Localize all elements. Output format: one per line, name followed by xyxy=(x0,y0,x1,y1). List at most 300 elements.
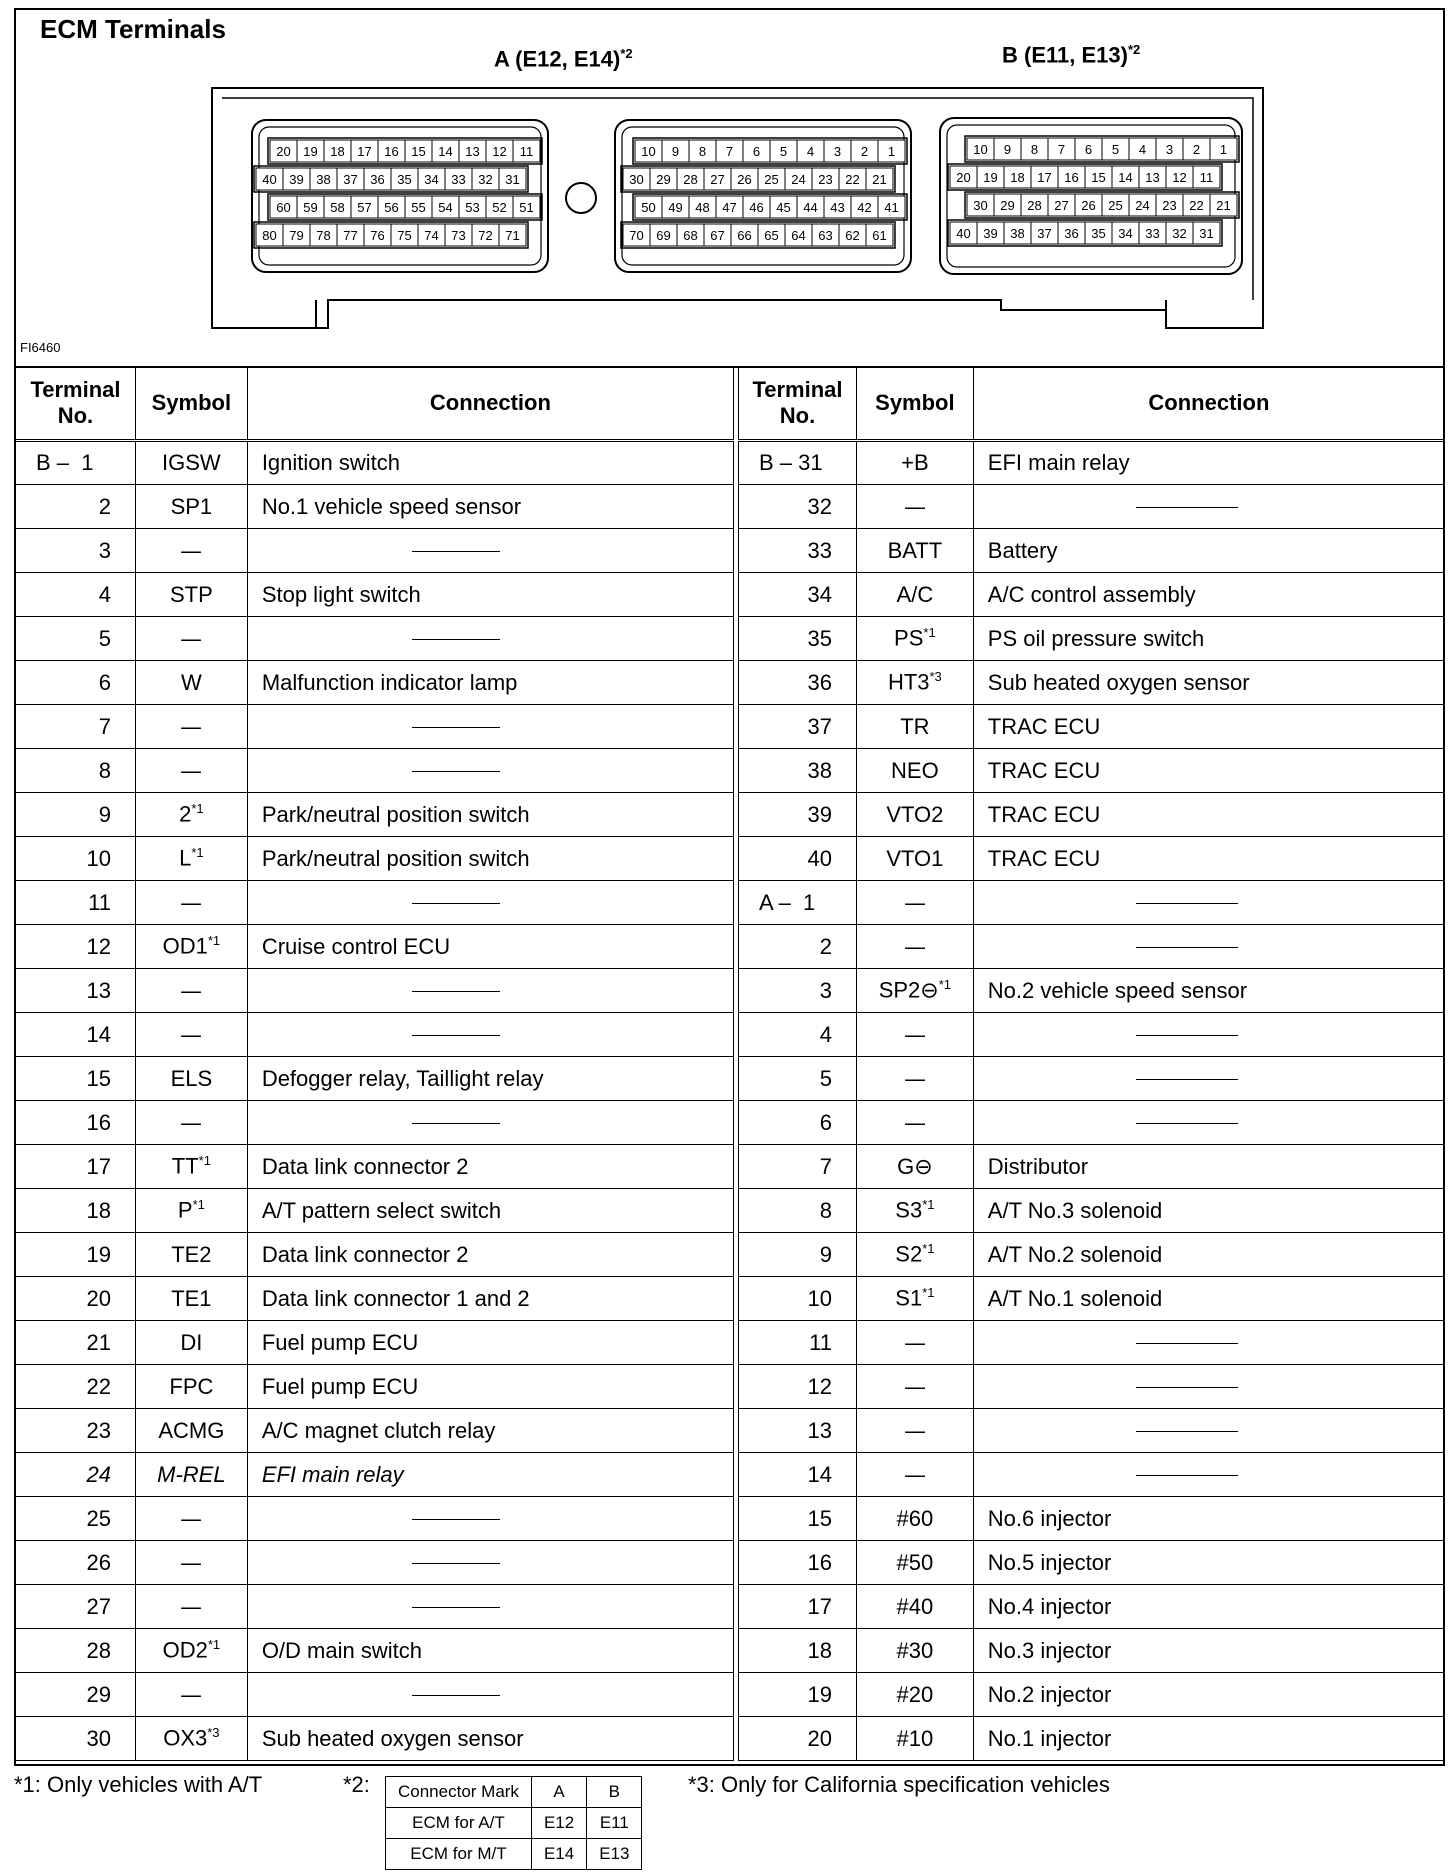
terminal-pin-number: 39 xyxy=(289,172,304,187)
terminal-pin-number: 49 xyxy=(668,200,683,215)
terminal-pin-number: 12 xyxy=(492,144,507,159)
terminal-pin-number: 33 xyxy=(451,172,466,187)
terminal-pin-number: 29 xyxy=(1000,198,1015,213)
terminal-connection: Park/neutral position switch xyxy=(247,837,733,881)
header-symbol: Symbol xyxy=(135,367,247,441)
terminal-symbol: — xyxy=(856,1101,973,1145)
terminal-connection: No.6 injector xyxy=(973,1497,1444,1541)
terminal-number: 11 xyxy=(16,881,136,925)
terminal-connection xyxy=(973,1057,1444,1101)
terminal-pin-number: 76 xyxy=(370,228,385,243)
blank-line xyxy=(412,1563,500,1564)
terminal-pin-number: 37 xyxy=(1037,226,1052,241)
terminal-connection xyxy=(247,1013,733,1057)
terminal-number: 26 xyxy=(16,1541,136,1585)
terminal-pin-number: 58 xyxy=(330,200,345,215)
blank-line xyxy=(412,903,500,904)
terminal-number: 9 xyxy=(739,1233,857,1277)
blank-line xyxy=(1136,1387,1238,1388)
terminal-symbol: NEO xyxy=(856,749,973,793)
terminal-connection xyxy=(247,1541,733,1585)
terminal-symbol: HT3$^{*3}$ xyxy=(856,661,973,705)
terminal-symbol: DI xyxy=(135,1321,247,1365)
terminal-pin-number: 34 xyxy=(1118,226,1133,241)
table-row xyxy=(16,661,734,705)
blank-line xyxy=(412,1607,500,1608)
terminal-symbol: — xyxy=(856,1321,973,1365)
terminal-connection: Data link connector 2 xyxy=(247,1145,733,1189)
terminal-connection: TRAC ECU xyxy=(973,705,1444,749)
blank-line xyxy=(412,1695,500,1696)
terminal-pin-number: 19 xyxy=(303,144,318,159)
terminal-symbol: FPC xyxy=(135,1365,247,1409)
terminal-number: 30 xyxy=(16,1717,136,1761)
terminal-number: 10 xyxy=(739,1277,857,1321)
terminal-connection: Distributor xyxy=(973,1145,1444,1189)
table-row xyxy=(16,1145,734,1189)
table-row xyxy=(16,1717,734,1761)
terminal-connection xyxy=(247,1497,733,1541)
terminal-connection xyxy=(973,1453,1444,1497)
terminal-pin-number: 9 xyxy=(671,144,680,159)
terminal-connection xyxy=(973,485,1444,529)
terminal-connection: A/T No.2 solenoid xyxy=(973,1233,1444,1277)
terminal-symbol: VTO1 xyxy=(856,837,973,881)
terminal-pin-number: 26 xyxy=(1081,198,1096,213)
terminal-number: 19 xyxy=(16,1233,136,1277)
terminal-number: 9 xyxy=(16,793,136,837)
table-row xyxy=(16,1057,734,1101)
terminal-symbol: — xyxy=(856,485,973,529)
terminal-pin-number: 37 xyxy=(343,172,358,187)
terminal-symbol: — xyxy=(856,1057,973,1101)
table-row xyxy=(739,441,1445,485)
terminal-pin-number: 4 xyxy=(806,144,815,159)
table-cell: E13 xyxy=(587,1839,642,1870)
terminal-connection: Battery xyxy=(973,529,1444,573)
terminal-number: 7 xyxy=(739,1145,857,1189)
terminal-pin-number: 27 xyxy=(1054,198,1069,213)
terminal-connection xyxy=(247,1101,733,1145)
terminal-pin-number: 35 xyxy=(397,172,412,187)
terminal-pin-number: 3 xyxy=(1165,142,1174,157)
terminal-pin-number: 26 xyxy=(737,172,752,187)
terminal-pin-number: 64 xyxy=(791,228,806,243)
terminal-connection: Park/neutral position switch xyxy=(247,793,733,837)
table-row xyxy=(739,573,1445,617)
terminal-connection: Sub heated oxygen sensor xyxy=(247,1717,733,1761)
terminal-pin-number: 68 xyxy=(683,228,698,243)
blank-line xyxy=(1136,1035,1238,1036)
table-row xyxy=(16,485,734,529)
terminal-connection: Cruise control ECU xyxy=(247,925,733,969)
terminal-symbol: W xyxy=(135,661,247,705)
terminal-connection: EFI main relay xyxy=(247,1453,733,1497)
terminal-pin-number: 10 xyxy=(973,142,988,157)
terminal-number: 5 xyxy=(16,617,136,661)
terminal-symbol: #40 xyxy=(856,1585,973,1629)
terminal-number: 10 xyxy=(16,837,136,881)
terminal-number: 20 xyxy=(16,1277,136,1321)
terminal-pin-number: 62 xyxy=(845,228,860,243)
table-row xyxy=(16,1541,734,1585)
terminal-pin-number: 30 xyxy=(973,198,988,213)
terminal-table-left xyxy=(15,366,734,1761)
terminal-connection xyxy=(247,969,733,1013)
terminal-connection: O/D main switch xyxy=(247,1629,733,1673)
terminal-symbol: — xyxy=(135,1013,247,1057)
terminal-number: 4 xyxy=(739,1013,857,1057)
terminal-number: 15 xyxy=(16,1057,136,1101)
terminal-pin-number: 61 xyxy=(872,228,887,243)
table-row xyxy=(739,1277,1445,1321)
terminal-pin-number: 32 xyxy=(478,172,493,187)
terminal-pin-number: 74 xyxy=(424,228,439,243)
terminal-symbol: STP xyxy=(135,573,247,617)
table-row xyxy=(16,1497,734,1541)
terminal-pin-number: 47 xyxy=(722,200,737,215)
terminal-connection: A/T No.3 solenoid xyxy=(973,1189,1444,1233)
terminal-symbol: M-REL xyxy=(135,1453,247,1497)
blank-line xyxy=(412,1035,500,1036)
terminal-number: 23 xyxy=(16,1409,136,1453)
terminal-number: 7 xyxy=(16,705,136,749)
terminal-connection xyxy=(973,1101,1444,1145)
table-row xyxy=(739,1013,1445,1057)
blank-line xyxy=(1136,1343,1238,1344)
terminal-number: 17 xyxy=(739,1585,857,1629)
terminal-pin-number: 23 xyxy=(818,172,833,187)
terminal-pin-number: 34 xyxy=(424,172,439,187)
terminal-connection: A/C magnet clutch relay xyxy=(247,1409,733,1453)
connector-diagram-area xyxy=(16,10,1443,368)
terminal-pin-number: 41 xyxy=(884,200,899,215)
terminal-symbol: — xyxy=(856,1453,973,1497)
terminal-connection: Data link connector 1 and 2 xyxy=(247,1277,733,1321)
table-row xyxy=(16,925,734,969)
blank-line xyxy=(1136,947,1238,948)
terminal-connection: Malfunction indicator lamp xyxy=(247,661,733,705)
table-row xyxy=(16,793,734,837)
terminal-pin-number: 71 xyxy=(505,228,520,243)
terminal-connection: A/T pattern select switch xyxy=(247,1189,733,1233)
terminal-pin-number: 11 xyxy=(519,144,534,159)
table-row xyxy=(16,1233,734,1277)
terminal-symbol: SP2⊖$^{*1}$ xyxy=(856,969,973,1013)
terminal-number: 8 xyxy=(739,1189,857,1233)
terminal-number: 13 xyxy=(16,969,136,1013)
table-cell: ECM for M/T xyxy=(386,1839,532,1870)
connector-drawing xyxy=(16,10,1443,366)
terminal-number: 29 xyxy=(16,1673,136,1717)
terminal-connection: A/C control assembly xyxy=(973,573,1444,617)
header-terminal: Terminal No. xyxy=(16,367,136,441)
terminal-symbol: — xyxy=(135,1541,247,1585)
terminal-pin-number: 8 xyxy=(698,144,707,159)
terminal-connection xyxy=(247,1585,733,1629)
terminal-pin-number: 50 xyxy=(641,200,656,215)
terminal-number: 6 xyxy=(739,1101,857,1145)
terminal-pin-number: 13 xyxy=(1145,170,1160,185)
terminal-pin-number: 65 xyxy=(764,228,779,243)
terminal-symbol: #20 xyxy=(856,1673,973,1717)
table-row xyxy=(739,529,1445,573)
terminal-symbol: IGSW xyxy=(135,441,247,485)
footnote-1: *1: Only vehicles with A/T xyxy=(14,1772,263,1797)
terminal-pin-number: 52 xyxy=(492,200,507,215)
terminal-number: 14 xyxy=(739,1453,857,1497)
terminal-pin-number: 3 xyxy=(833,144,842,159)
table-row xyxy=(739,1409,1445,1453)
terminal-number: 34 xyxy=(739,573,857,617)
table-cell: B xyxy=(587,1777,642,1808)
terminal-symbol: — xyxy=(135,969,247,1013)
terminal-number: A – 1 xyxy=(739,881,857,925)
terminal-pin-number: 66 xyxy=(737,228,752,243)
table-row xyxy=(739,1101,1445,1145)
terminal-connection xyxy=(247,529,733,573)
table-row xyxy=(16,1585,734,1629)
terminal-symbol: OD2$^{*1}$ xyxy=(135,1629,247,1673)
terminal-pin-number: 5 xyxy=(1111,142,1120,157)
terminal-pin-number: 25 xyxy=(764,172,779,187)
terminal-connection: Stop light switch xyxy=(247,573,733,617)
terminal-pin-number: 75 xyxy=(397,228,412,243)
blank-line xyxy=(412,639,500,640)
terminal-number: 6 xyxy=(16,661,136,705)
terminal-pin-number: 17 xyxy=(357,144,372,159)
terminal-connection xyxy=(973,881,1444,925)
terminal-connection: No.5 injector xyxy=(973,1541,1444,1585)
table-row xyxy=(739,1453,1445,1497)
terminal-number: 18 xyxy=(739,1629,857,1673)
terminal-connection xyxy=(247,1673,733,1717)
terminal-number: 39 xyxy=(739,793,857,837)
terminal-pin-number: 56 xyxy=(384,200,399,215)
table-row xyxy=(739,617,1445,661)
terminal-symbol: — xyxy=(856,1409,973,1453)
terminal-connection: TRAC ECU xyxy=(973,793,1444,837)
terminal-number: 19 xyxy=(739,1673,857,1717)
terminal-symbol: TE2 xyxy=(135,1233,247,1277)
terminal-pin-number: 35 xyxy=(1091,226,1106,241)
terminal-pin-number: 8 xyxy=(1030,142,1039,157)
blank-line xyxy=(1136,1475,1238,1476)
terminal-number: 35 xyxy=(739,617,857,661)
terminal-connection: A/T No.1 solenoid xyxy=(973,1277,1444,1321)
terminal-symbol: — xyxy=(135,1101,247,1145)
table-cell: ECM for A/T xyxy=(386,1808,532,1839)
blank-line xyxy=(412,1519,500,1520)
table-row xyxy=(739,1717,1445,1761)
table-row xyxy=(739,1585,1445,1629)
terminal-pin-number: 45 xyxy=(776,200,791,215)
terminal-connection: No.2 injector xyxy=(973,1673,1444,1717)
footnote-2: *2: xyxy=(343,1772,370,1797)
terminal-connection xyxy=(247,705,733,749)
terminal-pin-number: 14 xyxy=(438,144,453,159)
terminal-connection xyxy=(973,925,1444,969)
table-row xyxy=(739,661,1445,705)
terminal-number: 12 xyxy=(739,1365,857,1409)
terminal-symbol: — xyxy=(856,925,973,969)
terminal-symbol: TE1 xyxy=(135,1277,247,1321)
terminal-number: 4 xyxy=(16,573,136,617)
terminal-symbol: +B xyxy=(856,441,973,485)
terminal-pin-number: 72 xyxy=(478,228,493,243)
terminal-pin-number: 67 xyxy=(710,228,725,243)
terminal-symbol: S3$^{*1}$ xyxy=(856,1189,973,1233)
blank-line xyxy=(412,991,500,992)
terminal-connection xyxy=(973,1321,1444,1365)
table-cell: Connector Mark xyxy=(386,1777,532,1808)
connector-mark-table xyxy=(385,1776,642,1870)
terminal-number: 3 xyxy=(16,529,136,573)
table-row xyxy=(739,1629,1445,1673)
footnotes xyxy=(0,1770,1456,1874)
terminal-symbol: — xyxy=(135,881,247,925)
terminal-number: 11 xyxy=(739,1321,857,1365)
terminal-pin-number: 36 xyxy=(1064,226,1079,241)
blank-line xyxy=(412,771,500,772)
terminal-pin-number: 23 xyxy=(1162,198,1177,213)
terminal-pin-number: 1 xyxy=(1219,142,1228,157)
terminal-pin-number: 12 xyxy=(1172,170,1187,185)
table-row xyxy=(739,1365,1445,1409)
table-row xyxy=(739,969,1445,1013)
table-row xyxy=(739,1541,1445,1585)
terminal-pin-number: 55 xyxy=(411,200,426,215)
table-row xyxy=(739,925,1445,969)
terminal-symbol: #50 xyxy=(856,1541,973,1585)
terminal-connection xyxy=(247,881,733,925)
terminal-number: 38 xyxy=(739,749,857,793)
terminal-pin-number: 5 xyxy=(779,144,788,159)
terminal-number: 24 xyxy=(16,1453,136,1497)
terminal-pin-number: 80 xyxy=(262,228,277,243)
table-cell: A xyxy=(531,1777,586,1808)
terminal-number: B – 31 xyxy=(739,441,857,485)
terminal-pin-number: 46 xyxy=(749,200,764,215)
terminal-pin-number: 40 xyxy=(956,226,971,241)
terminal-symbol: #30 xyxy=(856,1629,973,1673)
terminal-number: 15 xyxy=(739,1497,857,1541)
terminal-connection: Sub heated oxygen sensor xyxy=(973,661,1444,705)
terminal-pin-number: 15 xyxy=(1091,170,1106,185)
terminal-pin-number: 6 xyxy=(752,144,761,159)
terminal-number: 17 xyxy=(16,1145,136,1189)
terminal-symbol: G⊖ xyxy=(856,1145,973,1189)
terminal-symbol: — xyxy=(856,1365,973,1409)
table-cell: E11 xyxy=(587,1808,642,1839)
terminal-symbol: PS$^{*1}$ xyxy=(856,617,973,661)
header-symbol: Symbol xyxy=(856,367,973,441)
blank-line xyxy=(1136,1123,1238,1124)
terminal-connection: No.1 vehicle speed sensor xyxy=(247,485,733,529)
terminal-number: 2 xyxy=(16,485,136,529)
table-row xyxy=(16,1013,734,1057)
table-row xyxy=(739,881,1445,925)
terminal-symbol: — xyxy=(856,881,973,925)
terminal-pin-number: 14 xyxy=(1118,170,1133,185)
terminal-connection: Ignition switch xyxy=(247,441,733,485)
footnote-3: *3: Only for California specification vehicles xyxy=(688,1772,1110,1797)
terminal-pin-number: 18 xyxy=(1010,170,1025,185)
terminal-pin-number: 21 xyxy=(872,172,887,187)
ecm-terminal-sheet xyxy=(14,8,1445,1766)
terminal-connection: No.1 injector xyxy=(973,1717,1444,1761)
terminal-pin-number: 6 xyxy=(1084,142,1093,157)
terminal-number: 36 xyxy=(739,661,857,705)
terminal-connection: TRAC ECU xyxy=(973,749,1444,793)
terminal-number: 5 xyxy=(739,1057,857,1101)
terminal-number: 21 xyxy=(16,1321,136,1365)
table-row xyxy=(16,969,734,1013)
terminal-pin-number: 31 xyxy=(1199,226,1214,241)
table-row xyxy=(16,1277,734,1321)
blank-line xyxy=(412,727,500,728)
terminal-pin-number: 13 xyxy=(465,144,480,159)
terminal-symbol: — xyxy=(135,1673,247,1717)
terminal-pin-number: 22 xyxy=(1189,198,1204,213)
table-row xyxy=(739,1189,1445,1233)
terminal-symbol: ELS xyxy=(135,1057,247,1101)
table-row xyxy=(739,749,1445,793)
terminal-pin-number: 11 xyxy=(1199,170,1214,185)
terminal-number: 32 xyxy=(739,485,857,529)
terminal-symbol: S2$^{*1}$ xyxy=(856,1233,973,1277)
terminal-connection xyxy=(247,749,733,793)
table-row xyxy=(739,1145,1445,1189)
terminal-pin-number: 20 xyxy=(276,144,291,159)
terminal-symbol: $L^{*1}$ xyxy=(135,837,247,881)
table-row xyxy=(739,485,1445,529)
terminal-symbol: SP1 xyxy=(135,485,247,529)
terminal-pin-number: 18 xyxy=(330,144,345,159)
table-row xyxy=(16,1101,734,1145)
terminal-pin-number: 25 xyxy=(1108,198,1123,213)
terminal-number: 28 xyxy=(16,1629,136,1673)
table-cell: E14 xyxy=(531,1839,586,1870)
table-row xyxy=(739,1057,1445,1101)
terminal-number: 27 xyxy=(16,1585,136,1629)
terminal-pin-number: 29 xyxy=(656,172,671,187)
terminal-number: B – 1 xyxy=(16,441,136,485)
terminal-pin-number: 32 xyxy=(1172,226,1187,241)
table-row xyxy=(16,1673,734,1717)
terminal-pin-number: 79 xyxy=(289,228,304,243)
terminal-pin-number: 44 xyxy=(803,200,818,215)
mount-hole xyxy=(566,183,596,213)
table-row xyxy=(16,1365,734,1409)
terminal-number: 16 xyxy=(739,1541,857,1585)
terminal-pin-number: 51 xyxy=(519,200,534,215)
terminal-number: 14 xyxy=(16,1013,136,1057)
terminal-symbol: — xyxy=(135,749,247,793)
terminal-pin-number: 48 xyxy=(695,200,710,215)
terminal-pin-number: 28 xyxy=(683,172,698,187)
terminal-pin-number: 2 xyxy=(1192,142,1201,157)
terminal-pin-number: 70 xyxy=(629,228,644,243)
terminal-symbol: — xyxy=(135,1497,247,1541)
terminal-number: 8 xyxy=(16,749,136,793)
table-row xyxy=(386,1777,642,1808)
terminal-connection: TRAC ECU xyxy=(973,837,1444,881)
table-row xyxy=(16,573,734,617)
terminal-pin-number: 21 xyxy=(1216,198,1231,213)
terminal-connection: Data link connector 2 xyxy=(247,1233,733,1277)
header-connection: Connection xyxy=(247,367,733,441)
